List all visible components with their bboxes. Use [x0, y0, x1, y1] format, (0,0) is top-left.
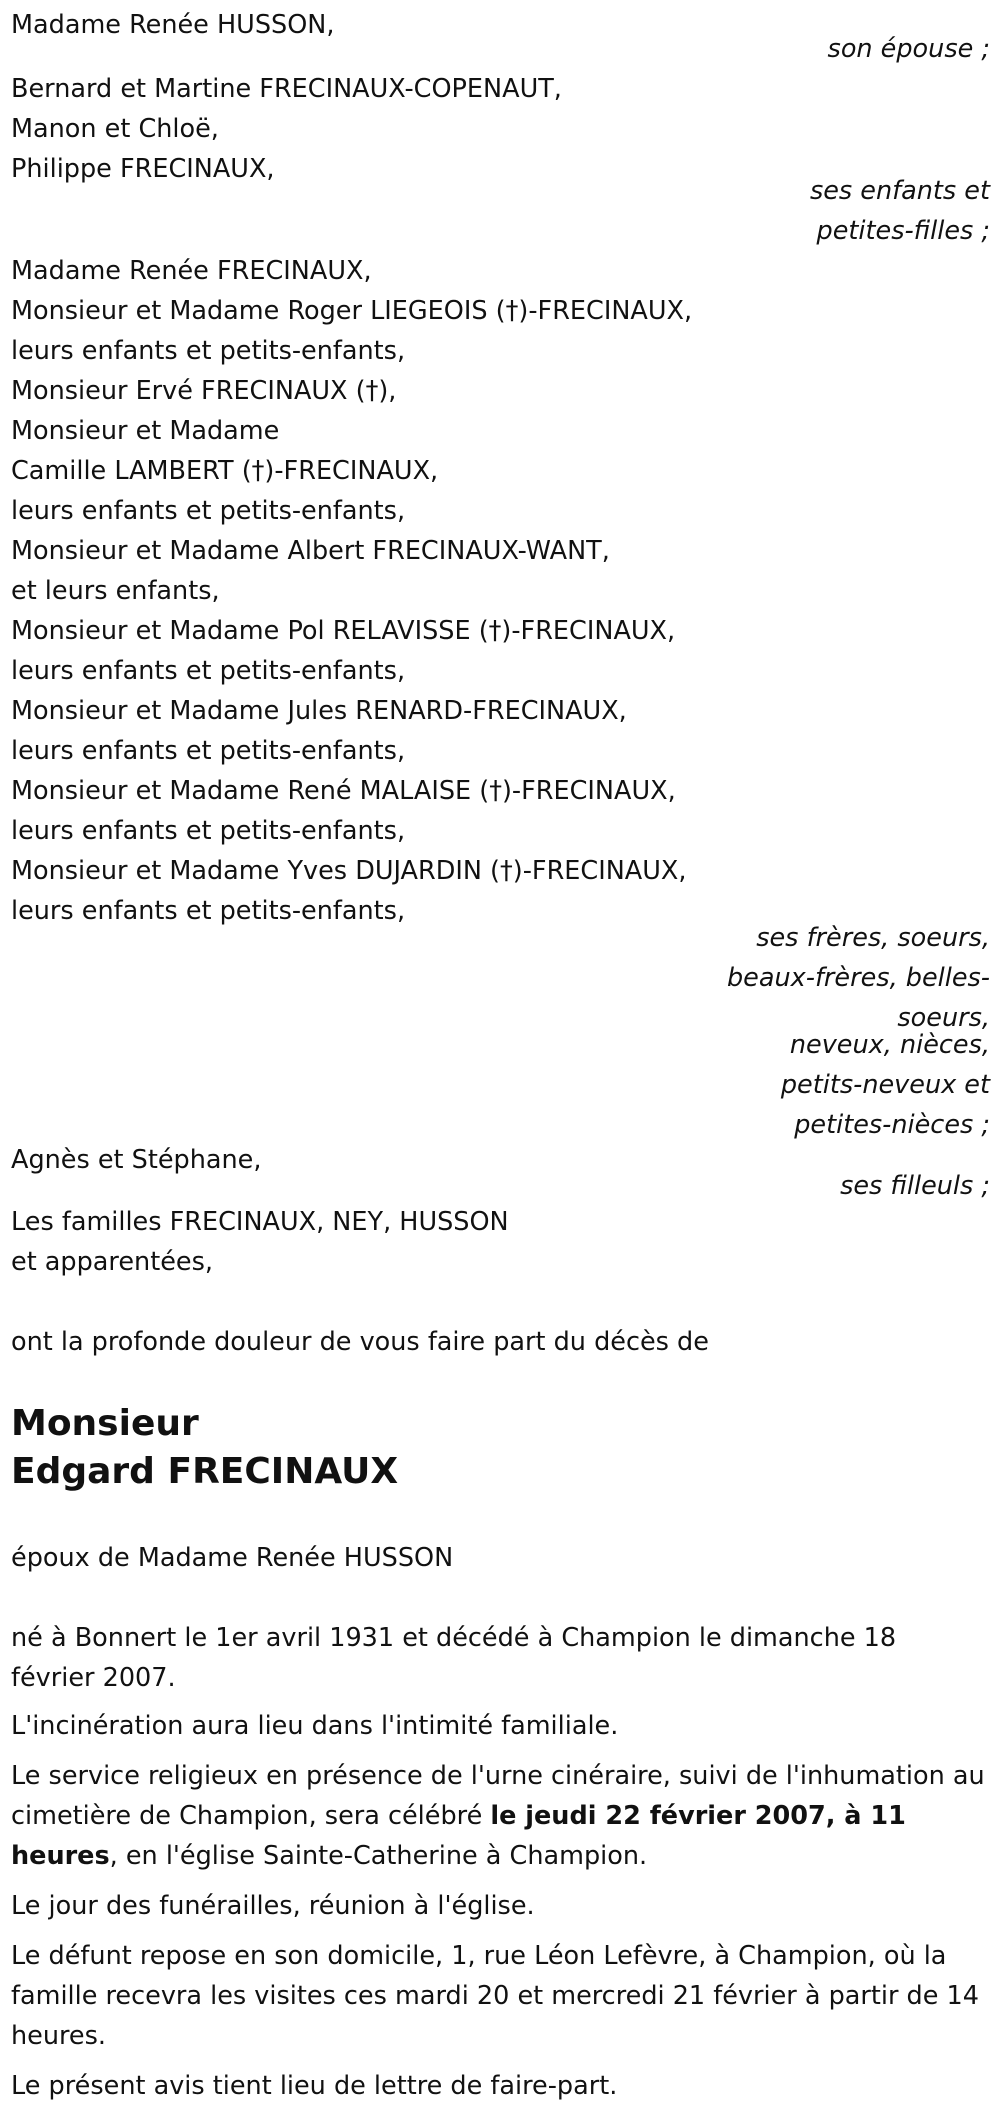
- family-line: Bernard et Martine FRECINAUX-COPENAUT,: [11, 74, 562, 104]
- spouse-line: époux de Madame Renée HUSSON: [11, 1543, 454, 1573]
- relation-line: ses enfants et: [809, 176, 990, 206]
- family-line: leurs enfants et petits-enfants,: [11, 496, 406, 526]
- relation-siblings: [727, 918, 990, 1038]
- visits-paragraph: Le défunt repose en son domicile, 1, rue Léon Lefèvre, à Champion, où la famille recevra les visites ces mardi 20 et mercredi 21 février à partir de 14 heures.: [11, 1941, 979, 2051]
- family-line: Camille LAMBERT (†)-FRECINAUX,: [11, 456, 439, 486]
- family-line: Monsieur et Madame: [11, 416, 280, 446]
- service-text-start: Le service religieux en présence de l'urne cinéraire, suivi de l'inhumation au cimetière de Champion, sera célébré: [11, 1761, 985, 1831]
- relation-spouse: [828, 29, 990, 69]
- family-line: leurs enfants et petits-enfants,: [11, 336, 406, 366]
- relation-line: petites-filles ;: [816, 216, 990, 246]
- relation-line: son épouse ;: [827, 34, 990, 64]
- birth-death-paragraph: né à Bonnert le 1er avril 1931 et décédé à Champion le dimanche 18 février 2007.: [11, 1623, 897, 1693]
- notice-paragraph: Le présent avis tient lieu de lettre de faire-part.: [11, 2071, 618, 2101]
- family-line: Philippe FRECINAUX,: [11, 154, 275, 184]
- family-line: leurs enfants et petits-enfants,: [11, 736, 406, 766]
- family-line: Monsieur et Madame Yves DUJARDIN (†)-FRECINAUX,: [11, 856, 687, 886]
- service-text-end: , en l'église Sainte-Catherine à Champion.: [109, 1841, 648, 1871]
- family-line: leurs enfants et petits-enfants,: [11, 896, 406, 926]
- service-paragraph: [11, 1756, 986, 1876]
- relation-godchildren: [840, 1166, 990, 1206]
- family-line: Madame Renée HUSSON,: [11, 10, 335, 40]
- relation-line: beaux-frères, belles-: [727, 963, 990, 993]
- family-line: Monsieur et Madame Pol RELAVISSE (†)-FRECINAUX,: [11, 616, 676, 646]
- service-date: le jeudi 22 février 2007, à 11 heures: [11, 1801, 906, 1871]
- meeting-paragraph: Le jour des funérailles, réunion à l'église.: [11, 1891, 535, 1921]
- relation-line: petits-neveux et: [780, 1070, 990, 1100]
- deceased-title: Monsieur: [11, 1403, 199, 1444]
- announcement: ont la profonde douleur de vous faire part du décès de: [11, 1327, 709, 1357]
- deceased-name: Edgard FRECINAUX: [11, 1451, 399, 1492]
- family-line: Monsieur Ervé FRECINAUX (†),: [11, 376, 397, 406]
- family-line: et leurs enfants,: [11, 576, 220, 606]
- family-line: Monsieur et Madame Jules RENARD-FRECINAUX,: [11, 696, 627, 726]
- family-line: Monsieur et Madame Albert FRECINAUX-WANT,: [11, 536, 610, 566]
- relation-nephews: [781, 1025, 990, 1145]
- family-group-relatives: [11, 1202, 996, 1282]
- relation-line: ses frères, soeurs,: [756, 923, 990, 953]
- family-line: Madame Renée FRECINAUX,: [11, 256, 372, 286]
- relation-line: petites-nièces ;: [794, 1110, 990, 1140]
- relation-line: soeurs,: [897, 1003, 990, 1033]
- family-line: Monsieur et Madame René MALAISE (†)-FRECINAUX,: [11, 776, 676, 806]
- relation-line: ses filleuls ;: [840, 1171, 990, 1201]
- family-line: et apparentées,: [11, 1247, 213, 1277]
- family-line: Les familles FRECINAUX, NEY, HUSSON: [11, 1207, 509, 1237]
- family-group-siblings: [11, 251, 996, 931]
- family-line: Agnès et Stéphane,: [11, 1145, 262, 1175]
- family-line: leurs enfants et petits-enfants,: [11, 816, 406, 846]
- family-line: leurs enfants et petits-enfants,: [11, 656, 406, 686]
- family-line: Manon et Chloë,: [11, 114, 219, 144]
- relation-children: [810, 171, 990, 251]
- cremation-paragraph: L'incinération aura lieu dans l'intimité familiale.: [11, 1711, 619, 1741]
- family-line: Monsieur et Madame Roger LIEGEOIS (†)-FRECINAUX,: [11, 296, 693, 326]
- relation-line: neveux, nièces,: [789, 1030, 990, 1060]
